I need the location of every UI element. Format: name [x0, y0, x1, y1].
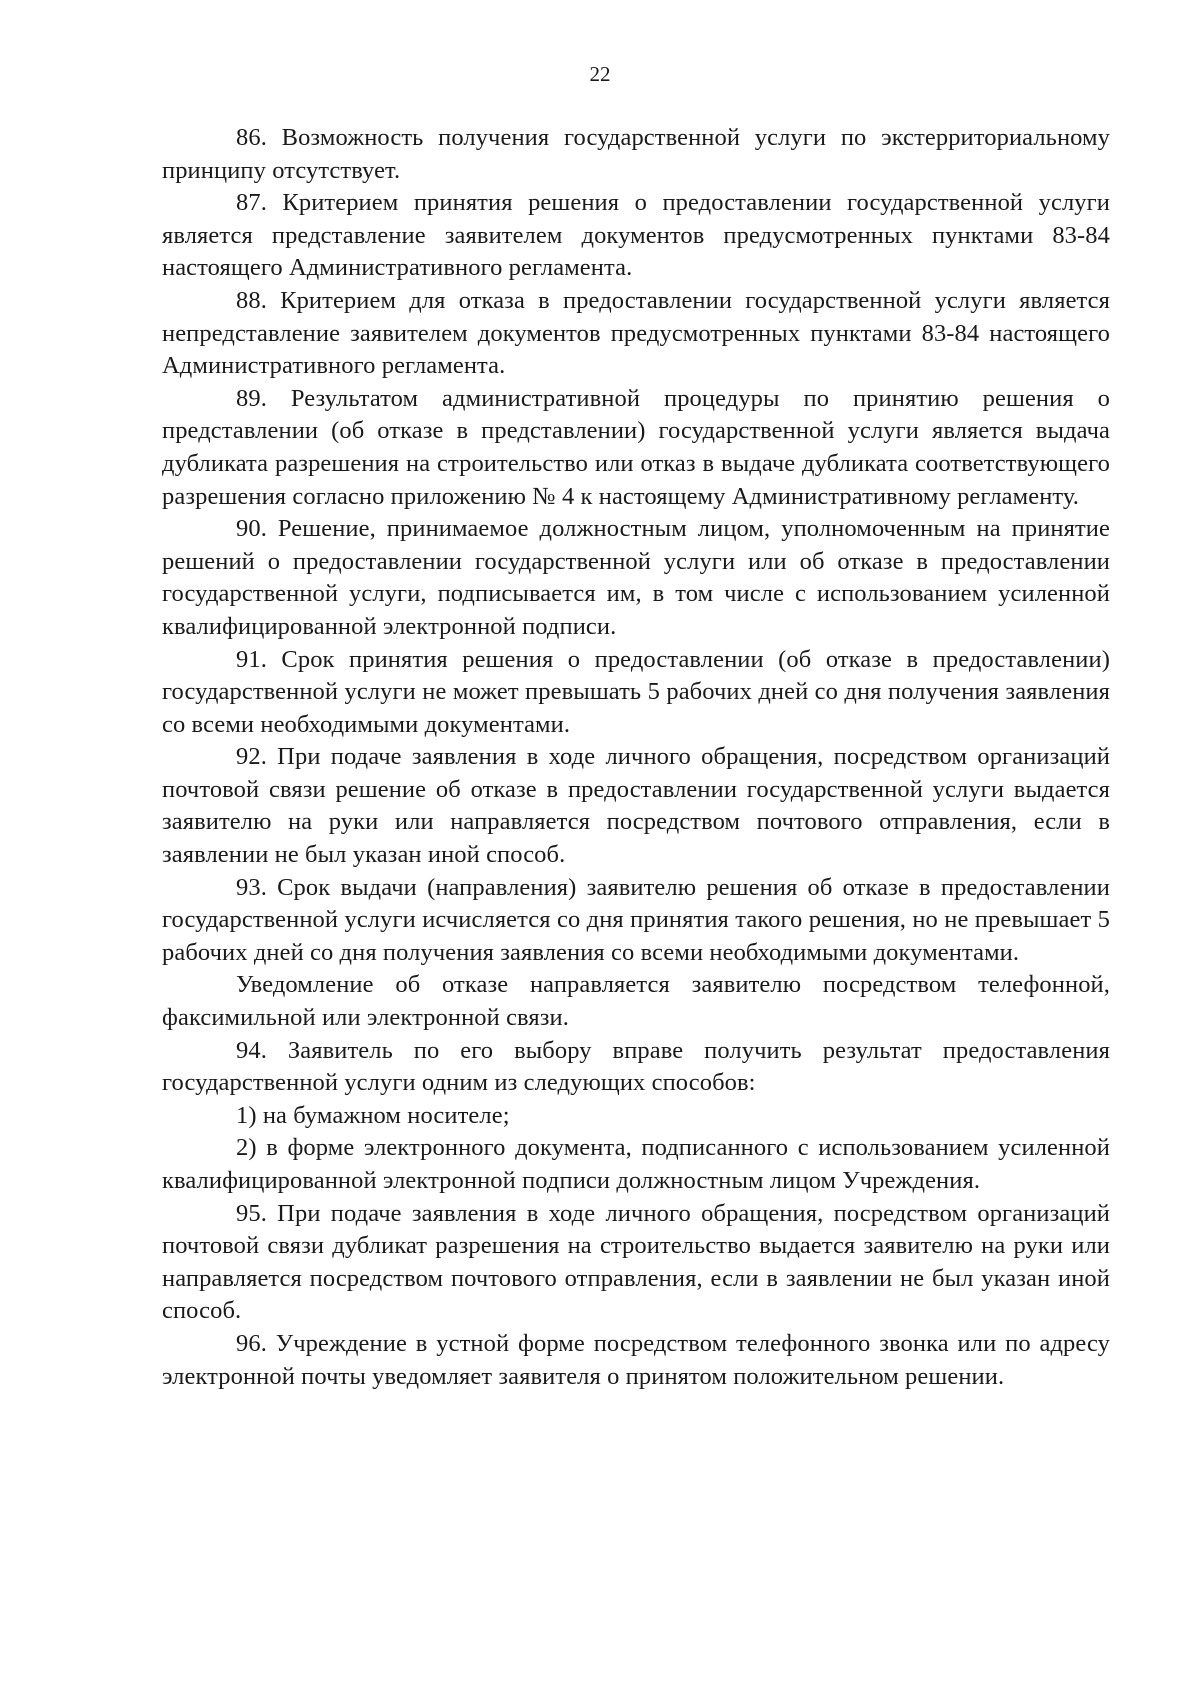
paragraph-87: 87. Критерием принятия решения о предоставлении государственной услуги является представление заявителем документов предусмотренных пунктами 83-84 настоящего Административного регламента. [162, 189, 1110, 282]
page-number: 22 [589, 62, 611, 86]
paragraph-90: 90. Решение, принимаемое должностным лицом, уполномоченным на принятие решений о предоставлении государственной услуги или об отказе в предоставлении государственной услуги, подписывается им, в том числе с использованием усиленной квалифицированной электронной подписи. [162, 515, 1110, 640]
paragraph-92: 92. При подаче заявления в ходе личного обращения, посредством организаций почтовой связи решение об отказе в предоставлении государственной услуги выдается заявителю на руки или направляется посредством почтового отправления, если в заявлении не был указан иной способ. [162, 743, 1110, 869]
list-item-paper: 1) на бумажном носителе; [236, 1101, 510, 1129]
paragraph-notification: Уведомление об отказе направляется заявителю посредством телефонной, факсимильной или электронной связи. [162, 971, 1110, 1032]
list-item-electronic: 2) в форме электронного документа, подписанного с использованием усиленной квалифицированной электронной подписи должностным лицом Учреждения. [162, 1134, 1110, 1194]
document-body [162, 122, 1110, 1393]
paragraph-93: 93. Срок выдачи (направления) заявителю решения об отказе в предоставлении государственной услуги исчисляется со дня принятия такого решения, но не превышает 5 рабочих дней со дня получения заявления со всеми необходимыми документами. [162, 873, 1110, 966]
paragraph-91: 91. Срок принятия решения о предоставлении (об отказе в предоставлении) государственной услуги не может превышать 5 рабочих дней со дня получения заявления со всеми необходимыми документами. [162, 645, 1110, 738]
paragraph-96: 96. Учреждение в устной форме посредством телефонного звонка или по адресу электронной почты уведомляет заявителя о принятом положительном решении. [162, 1329, 1110, 1390]
paragraph-86: 86. Возможность получения государственной услуги по экстерриториальному принципу отсутствует. [162, 124, 1110, 184]
paragraph-89: 89. Результатом административной процедуры по принятию решения о представлении (об отказе в представлении) государственной услуги является выдача дубликата разрешения на строительство или отказ в выдаче дубликата соответствующего разрешения согласно приложению № 4 к настоящему Административному регламенту. [162, 384, 1110, 510]
paragraph-88: 88. Критерием для отказа в предоставлении государственной услуги является непредставление заявителем документов предусмотренных пунктами 83-84 настоящего Административного регламента. [162, 286, 1110, 380]
paragraph-94: 94. Заявитель по его выбору вправе получить результат предоставления государственной услуги одним из следующих способов: [162, 1036, 1110, 1097]
paragraph-95: 95. При подаче заявления в ходе личного обращения, посредством организаций почтовой связи дубликат разрешения на строительство выдается заявителю на руки или направляется посредством почтового отправления, если в заявлении не был указан иной способ. [162, 1199, 1110, 1325]
